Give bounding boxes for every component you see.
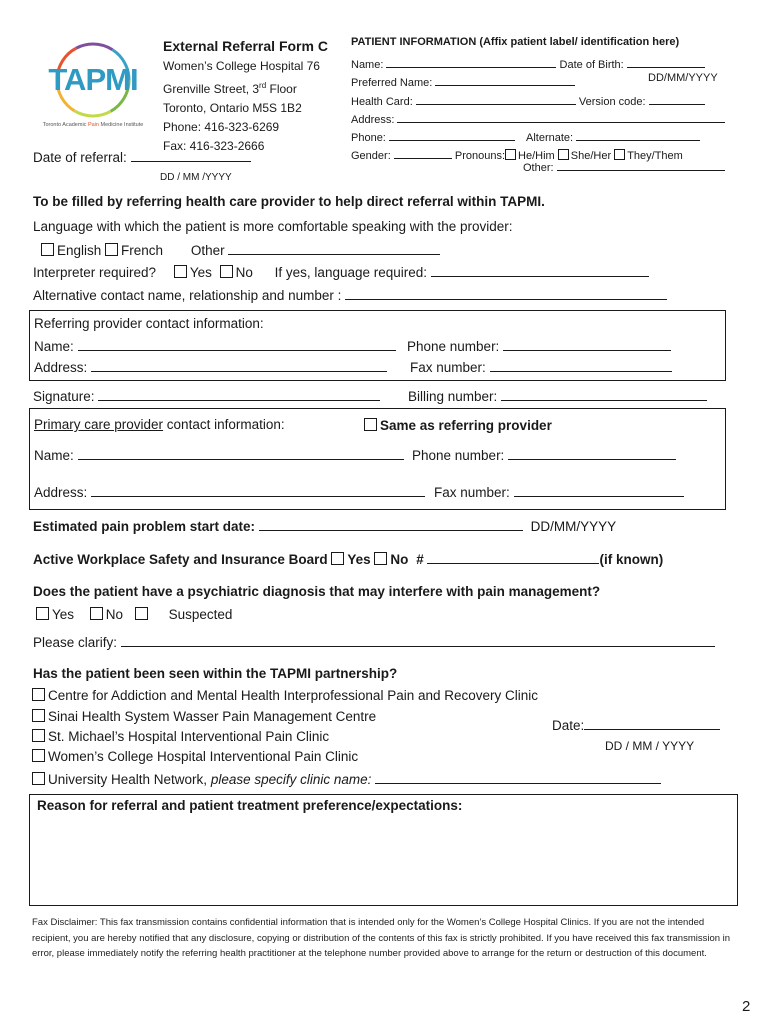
referring-heading: Referring provider contact information: xyxy=(34,316,264,331)
interpreter-language-field[interactable] xyxy=(431,263,649,277)
pronoun-other-field[interactable] xyxy=(557,157,725,171)
psych-question: Does the patient have a psychiatric diagnosis that may interfere with pain management? xyxy=(33,584,601,599)
interpreter-no-checkbox[interactable] xyxy=(220,265,233,278)
version-code-field[interactable] xyxy=(649,91,705,105)
language-question: Language with which the patient is more comfortable speaking with the provider: xyxy=(33,219,513,234)
date-of-referral-label: Date of referral: xyxy=(33,150,127,165)
referring-address-field[interactable] xyxy=(91,358,387,372)
billing-number-field[interactable] xyxy=(501,387,707,401)
interpreter-yes-checkbox[interactable] xyxy=(174,265,187,278)
primary-heading: Primary care provider contact information: xyxy=(34,417,285,432)
psych-clarify-field[interactable] xyxy=(121,633,715,647)
primary-fax-field[interactable] xyxy=(514,483,684,497)
health-card-field[interactable] xyxy=(416,91,576,105)
section-instruction: To be filled by referring health care provider to help direct referral within TAPMI. xyxy=(33,194,545,209)
primary-phone-field[interactable] xyxy=(508,446,676,460)
gender-field[interactable] xyxy=(394,145,452,159)
seen-question: Has the patient been seen within the TAPMI partnership? xyxy=(33,666,398,681)
psych-yes-checkbox[interactable] xyxy=(36,607,49,620)
seen-date-field[interactable] xyxy=(584,716,720,730)
hospital-address: Women’s College Hospital 76 Grenville Street, 3rd Floor Toronto, Ontario M5S 1B2 Phone: 416-323-6269 Fax: 416-323-2666 xyxy=(163,59,320,153)
patient-dob-field[interactable] xyxy=(627,54,705,68)
clinic-camh-checkbox[interactable] xyxy=(32,688,45,701)
english-checkbox[interactable] xyxy=(41,243,54,256)
page-number: 2 xyxy=(742,998,751,1015)
pain-start-field[interactable] xyxy=(259,517,523,531)
form-title: External Referral Form C xyxy=(163,38,328,54)
patient-alt-phone-field[interactable] xyxy=(576,127,700,141)
other-language-field[interactable] xyxy=(228,241,440,255)
alt-contact-field[interactable] xyxy=(345,286,667,300)
psych-suspected-checkbox[interactable] xyxy=(135,607,148,620)
logo-word: TAPMI xyxy=(48,62,138,97)
french-checkbox[interactable] xyxy=(105,243,118,256)
same-as-referring-checkbox[interactable] xyxy=(364,418,377,431)
patient-phone-field[interactable] xyxy=(389,127,515,141)
referral-date-format: DD / MM /YYYY xyxy=(160,172,232,183)
pain-start-label: Estimated pain problem start date: xyxy=(33,519,256,534)
clinic-stmichaels-checkbox[interactable] xyxy=(32,729,45,742)
patient-name-field[interactable] xyxy=(386,54,556,68)
wsib-yes-checkbox[interactable] xyxy=(331,552,344,565)
preferred-name-field[interactable] xyxy=(435,72,575,86)
psych-no-checkbox[interactable] xyxy=(90,607,103,620)
dob-format: DD/MM/YYYY xyxy=(648,72,718,84)
primary-address-field[interactable] xyxy=(91,483,425,497)
patient-info-heading: PATIENT INFORMATION (Affix patient label/ identification here) xyxy=(351,36,680,48)
referring-phone-field[interactable] xyxy=(503,337,671,351)
wsib-number-field[interactable] xyxy=(427,550,599,564)
signature-field[interactable] xyxy=(98,387,380,401)
wsib-no-checkbox[interactable] xyxy=(374,552,387,565)
clinic-wch-checkbox[interactable] xyxy=(32,749,45,762)
fax-disclaimer: Fax Disclaimer: This fax transmission contains confidential information that is intended only for the Women’s College Hospital Clinics. If you are not the intended recipient, you are hereby notified that any disclosure, copying or distribution of the contents of this fax is strictly prohibited. If you have received this fax transmission in error, please immediately notify the referring health practitioner at the telephone number provided above to arrange for the return or destruction of this document. xyxy=(32,917,731,959)
patient-address-field[interactable] xyxy=(397,109,725,123)
pronoun-he-checkbox[interactable] xyxy=(505,149,516,160)
clinic-sinai-checkbox[interactable] xyxy=(32,709,45,722)
primary-name-field[interactable] xyxy=(78,446,404,460)
seen-date-format: DD / MM / YYYY xyxy=(605,739,695,753)
logo-tagline: Toronto Academic Pain Medicine Institute xyxy=(42,122,144,128)
referring-fax-field[interactable] xyxy=(490,358,672,372)
wsib-label: Active Workplace Safety and Insurance Board xyxy=(33,552,328,567)
referring-name-field[interactable] xyxy=(78,337,396,351)
uhn-clinic-name-field[interactable] xyxy=(375,770,661,784)
clinic-uhn-checkbox[interactable] xyxy=(32,772,45,785)
reason-heading: Reason for referral and patient treatment preference/expectations: xyxy=(37,798,463,813)
date-of-referral-field[interactable] xyxy=(131,148,251,162)
tapmi-logo xyxy=(28,36,158,136)
